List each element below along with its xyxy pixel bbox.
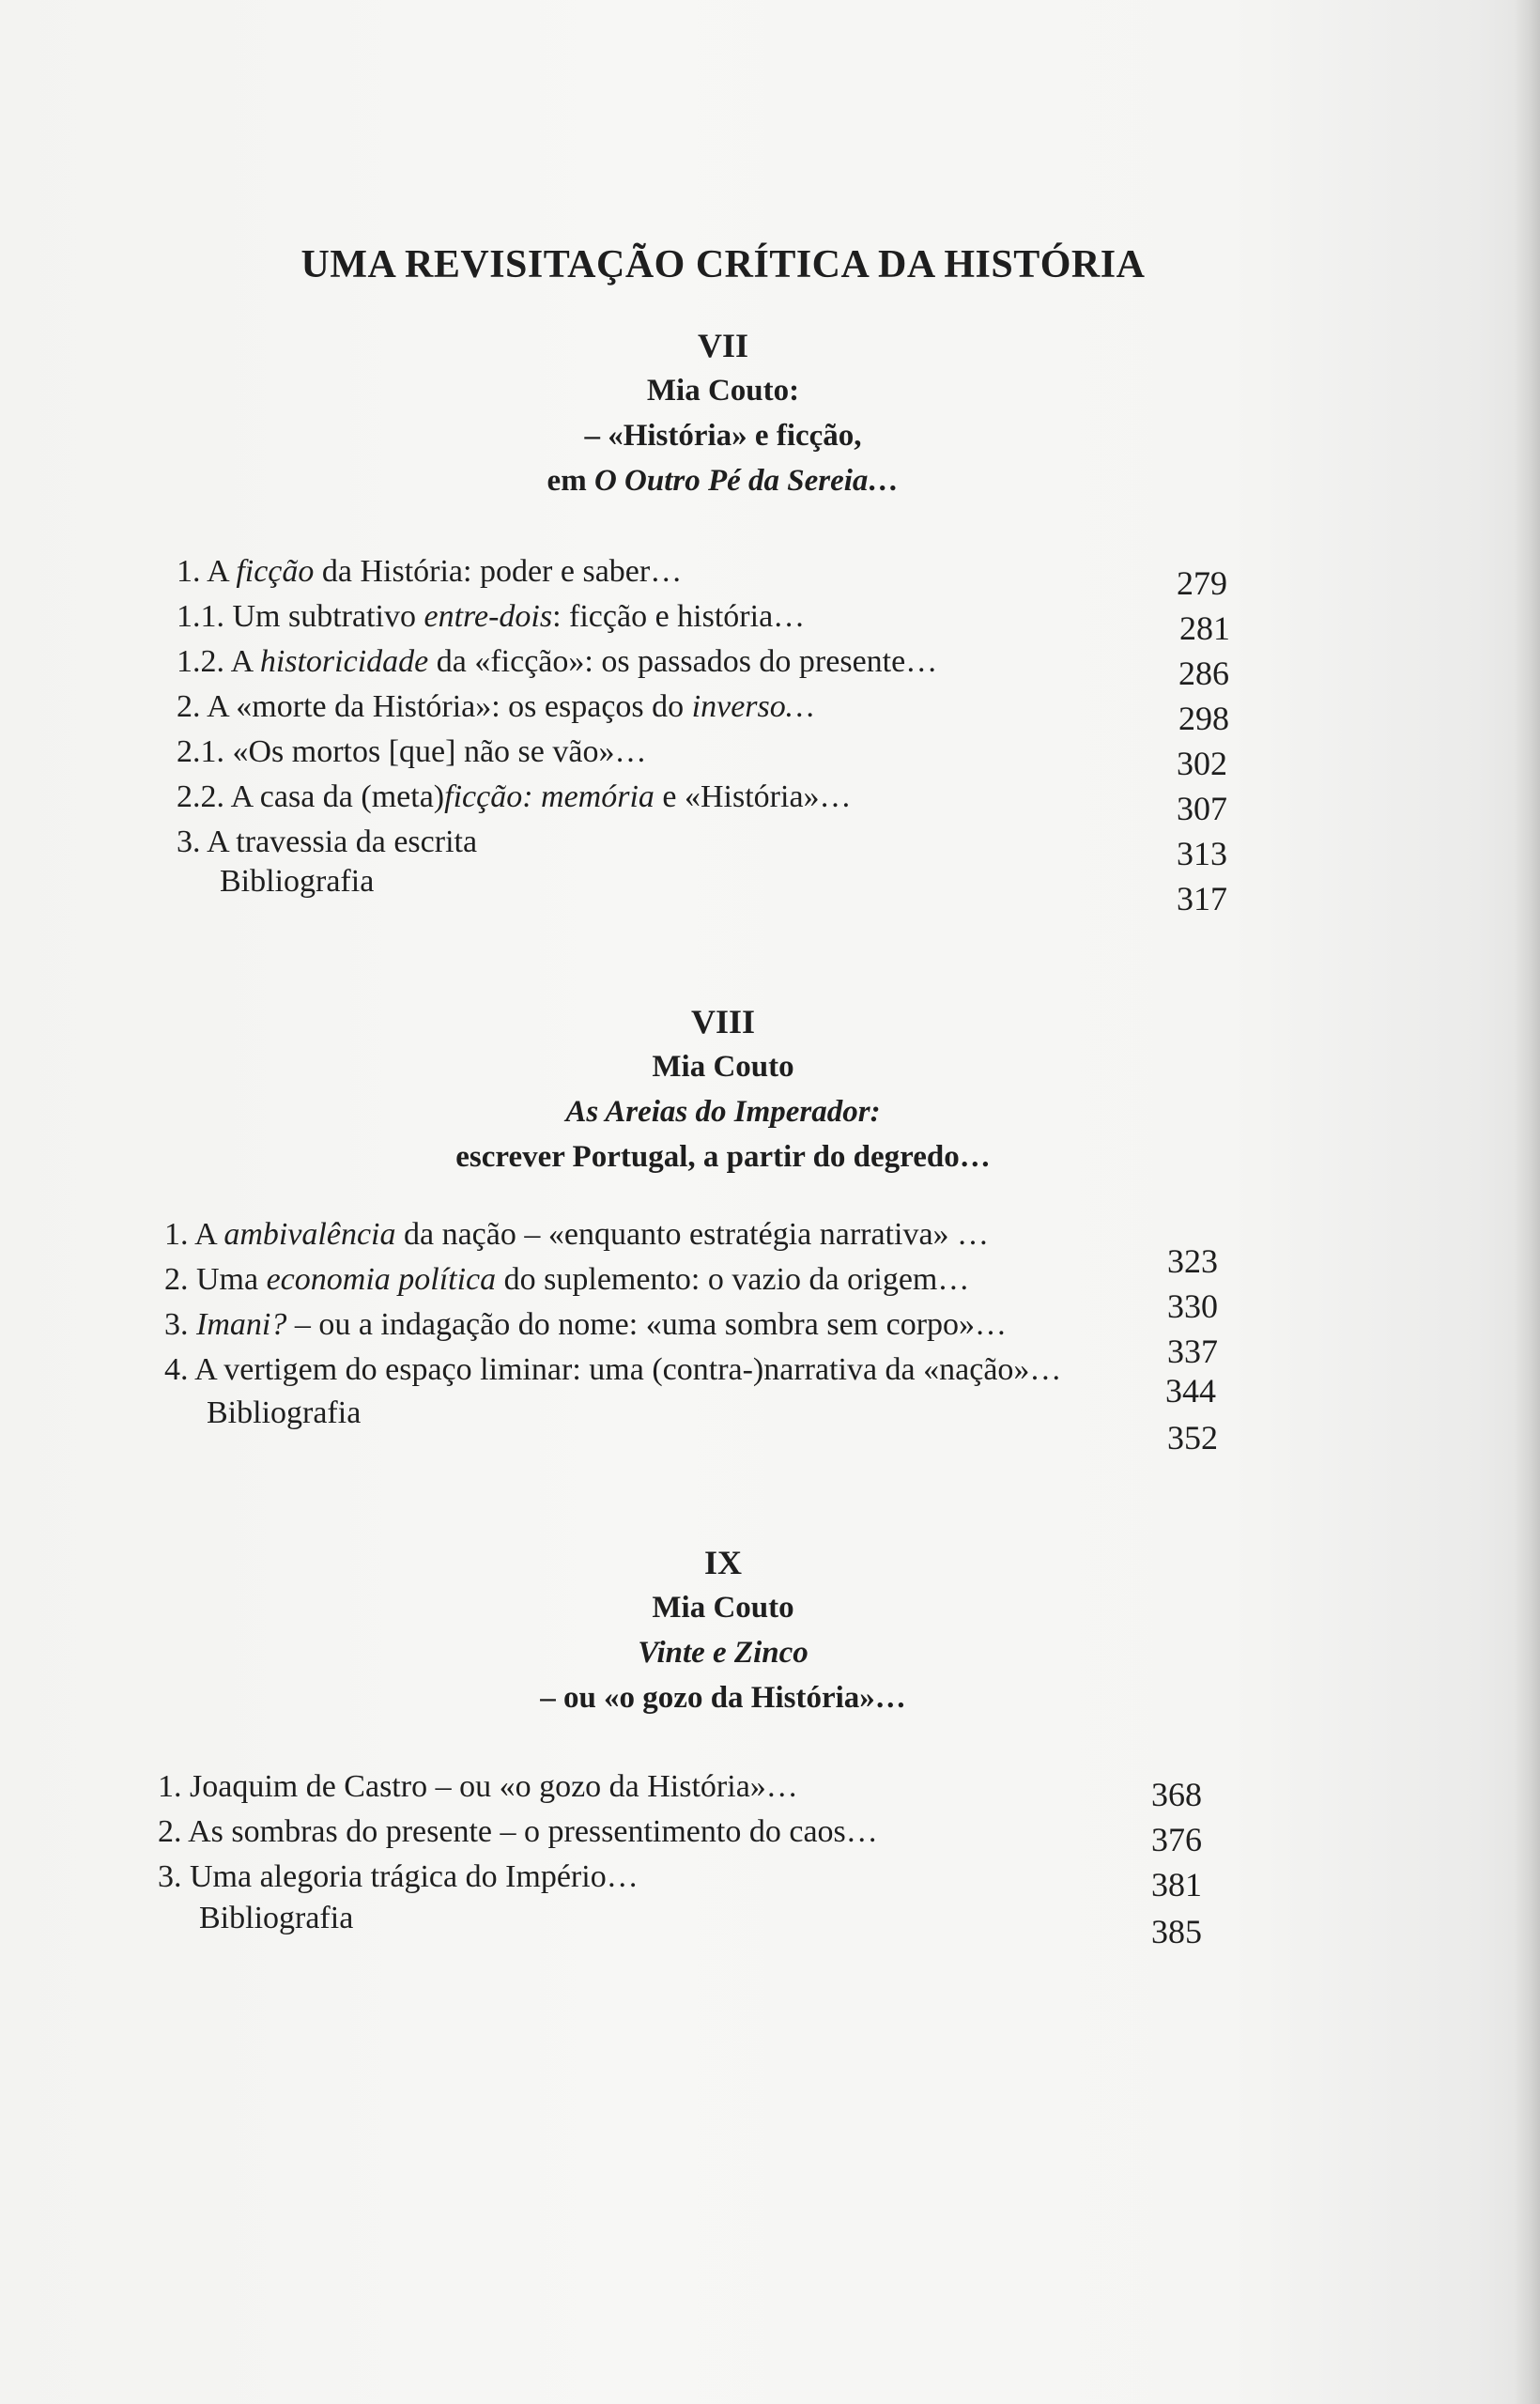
toc-entry: 4. A vertigem do espaço liminar: uma (contra-)narrativa da «nação»… bbox=[164, 1352, 1062, 1387]
toc-page-number: 385 bbox=[1151, 1913, 1202, 1950]
section-number: VIII bbox=[690, 1003, 756, 1040]
toc-entry: 2. Uma economia política do suplemento: o vazio da origem… bbox=[164, 1262, 970, 1297]
section-number: VII bbox=[697, 327, 749, 364]
toc-page-number: 330 bbox=[1167, 1287, 1218, 1325]
section-subtitle: – «História» e ficção, bbox=[584, 419, 862, 453]
section-work-title bbox=[0, 458, 1446, 503]
section-work-title: Vinte e Zinco bbox=[638, 1636, 808, 1670]
toc-page-number: 302 bbox=[1177, 745, 1227, 782]
section-heading-viii bbox=[0, 999, 1446, 1179]
toc-page-number: 313 bbox=[1177, 835, 1227, 872]
toc-page-number: 317 bbox=[1177, 880, 1227, 917]
section-heading-vii bbox=[0, 323, 1446, 503]
toc-page-number: 307 bbox=[1177, 790, 1227, 827]
toc-entry: 2.2. A casa da (meta)ficção: memória e «História»… bbox=[177, 779, 852, 814]
toc-entry: 3. Imani? – ou a indagação do nome: «uma sombra sem corpo»… bbox=[164, 1307, 1008, 1342]
toc-page-number: 286 bbox=[1178, 655, 1229, 692]
toc-entry: 2. As sombras do presente – o pressentimento do caos… bbox=[158, 1814, 878, 1849]
toc-page-number: 368 bbox=[1151, 1776, 1202, 1813]
section-author: Mia Couto bbox=[652, 1050, 794, 1084]
toc-page-number: 376 bbox=[1151, 1821, 1202, 1858]
toc-page-number: 279 bbox=[1177, 564, 1227, 602]
toc-entry-bibliography: Bibliografia bbox=[220, 864, 375, 899]
page-title: UMA REVISITAÇÃO CRÍTICA DA HISTÓRIA bbox=[300, 243, 1146, 286]
toc-entry: 1.1. Um subtrativo entre-dois: ficção e história… bbox=[177, 599, 806, 634]
work-title-prefix: em bbox=[547, 464, 594, 498]
toc-entry: 1. A ficção da História: poder e saber… bbox=[177, 554, 683, 589]
toc-page-number: 281 bbox=[1179, 609, 1230, 647]
toc-entry: 1. Joaquim de Castro – ou «o gozo da História»… bbox=[158, 1769, 798, 1804]
section-subtitle: – ou «o gozo da História»… bbox=[540, 1681, 906, 1715]
toc-entry: 2. A «morte da História»: os espaços do inverso… bbox=[177, 689, 814, 724]
section-subtitle: escrever Portugal, a partir do degredo… bbox=[455, 1140, 991, 1174]
toc-entry: 1.2. A historicidade da «ficção»: os passados do presente… bbox=[177, 644, 938, 679]
toc-entry: 3. A travessia da escrita bbox=[177, 824, 478, 859]
section-work-title: As Areias do Imperador: bbox=[565, 1095, 881, 1129]
toc-page-number: 298 bbox=[1178, 700, 1229, 737]
section-author: Mia Couto bbox=[652, 1591, 794, 1625]
toc-entry-bibliography: Bibliografia bbox=[199, 1901, 354, 1935]
page-edge-shadow bbox=[1514, 0, 1540, 2404]
section-number: IX bbox=[703, 1544, 742, 1581]
toc-page-number: 381 bbox=[1151, 1866, 1202, 1903]
work-title-italic: O Outro Pé da Sereia… bbox=[593, 464, 900, 498]
toc-page-number: 344 bbox=[1165, 1372, 1216, 1410]
section-heading-ix bbox=[0, 1540, 1446, 1720]
toc-page-number: 337 bbox=[1167, 1333, 1218, 1370]
section-author: Mia Couto: bbox=[646, 374, 800, 408]
toc-page-number: 323 bbox=[1167, 1242, 1218, 1280]
toc-entry: 3. Uma alegoria trágica do Império… bbox=[158, 1859, 639, 1894]
toc-entry-bibliography: Bibliografia bbox=[207, 1395, 362, 1430]
toc-page-number: 352 bbox=[1167, 1419, 1218, 1456]
toc-entry: 2.1. «Os mortos [que] não se vão»… bbox=[177, 734, 647, 769]
toc-entry: 1. A ambivalência da nação – «enquanto estratégia narrativa» … bbox=[164, 1217, 990, 1252]
